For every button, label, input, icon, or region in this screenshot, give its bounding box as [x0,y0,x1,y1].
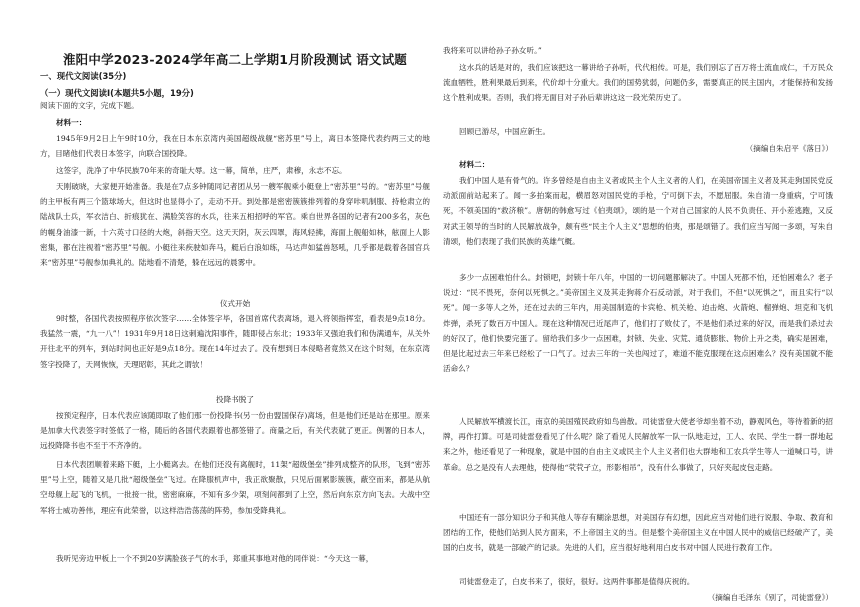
source-citation: （摘编自毛泽东《别了，司徒雷登》） [707,593,833,602]
section-heading: 一、现代文阅读(35分) [40,71,127,81]
instruction-text: 阅读下面的文字，完成下题。 [40,101,139,110]
subsection-heading: （一）现代文阅读Ⅰ(本题共5小题，19分) [40,88,194,98]
paragraph: 这签字，洗净了中华民族70年来的奇耻大辱。这一幕，简单，庄严，肃穆，永志不忘。 [56,166,347,175]
source-citation: （摘编自朱启平《落日》） [745,144,833,153]
subheading: 仪式开始 [219,299,251,308]
paragraph: 人民解放军横渡长江，南京的美国殖民政府如鸟兽散。司徒雷登大使老爷却坐着不动，静观风色，等待着新的招牌，再作打算。可是司徒雷登看见了什么呢？除了看见人民解放军一队一队地走过，工人、农民、学生一群一群地起来之外，他还看见了一种现象，就是中国的自由主义或民主个人主义者们也大群地和工农兵学生等人一道喊口号，讲革命。总之是没有人去理他，使得他“茕茕孑立，形影相吊”，没有什么事做了，只好夹起皮包走路。 [443,417,833,472]
paragraph: 我将来可以讲给孙子孙女听。” [443,46,542,55]
material-1-label: 材料一： [56,118,87,127]
paragraph: 日本代表团顺着来路下艇，上小艇离去。在他们还没有离舰时，11架“超级堡垒”排列成整齐的队形，飞到“密苏里”号上空，随着又是几批“超级堡垒”飞过。在降服机声中，我正欲聚散，只见后面累影簇簇，蔽空而来，都是从航空母舰上起飞的飞机，一批接一批，密密麻麻，不知有多少架，项刻间都到了上空，然后向东京方向飞去。大战中空军将士威功善伟，理应有此荣誉，以这样浩浩荡荡的阵势，参加受降典礼。 [40,460,430,515]
material-2-label: 材料二： [459,160,490,169]
paragraph: 9时整，各国代表按照程序依次签字……全体签字毕，各国首席代表离场，退入将领指挥室，看表是9点18分。我猛然一震，“九一八”！1931年9月18日这刺遍沈阳事件，随即侵占东北；1933年又强迫我们和伪满通车，从关外开往北平的列车，到站时间也正好是9点18分。现在14年过去了。没有想到日本侵略者竟然又在这个时刻，在东京湾签字投降了，天网恢恢，天理昭彰，其此之谓欤！ [40,314,430,369]
paragraph: 1945年9月2日上午9时10分，我在日本东京湾内美国超级战舰“密苏里”号上，离日本签降代表约两三丈的地方，目睹他们代表日本签字，向联合国投降。 [40,134,430,159]
paragraph: 这水兵的话是对的，我们应该把这一幕讲给子孙听，代代相传。可是，我们别忘了百万将士流血成仁，千万民众流血牺牲，胜利果最后到来，代价却十分重大。我们的国势犹弱，问题仍多，需要真正的民主国内，才能保持和发扬这个胜利成果。否则，我们将无面目对子孙后辈讲这这一段光荣历史了。 [443,63,833,103]
paragraph: 多少一点困难怕什么。封锁吧，封锁十年八年，中国的一切问题都解决了。中国人死都不怕，还怕困难么？老子说过：“民不畏死，奈何以死惧之。”美帝国主义及其走狗蒋介石反动派，对于我们，不但“以死惧之”，而且实行“以死”。闻一多等人之外，还在过去的三年内，用美国制造的卡宾枪、机关枪、迫击炮、火箭炮、榴弹炮、坦克和飞机炸弹，杀死了数百万中国人。现在这种情况已近尾声了，他们打了败仗了，不是他们杀过来的好汉，而是我们杀过去的好汉了，他们快要完蛋了。留给我们多少一点困难，封锁、失业、灾荒、通货膨胀、物价上升之类，确实是困难，但是比起过去三年来已经松了一口气了。过去三年的一关也闯过了，难道不能克服现在这点困难么？没有美国就不能活命么？ [443,273,833,374]
subheading: 投降书脱了 [216,395,254,404]
page-title: 淮阳中学2023-2024学年高二上学期1月阶段测试 语文试题 [62,52,408,67]
paragraph: 按预定程序，日本代表应该随即取了他们那一份投降书(另一份由盟国保存)离场，但是他们还是站在那里。原来是加拿大代表签字时签低了一格，随后的各国代表跟着也都签错了。商量之后，有关代表就了更正。例署的日本人，远投降降书也不至于不齐净的。 [40,411,430,451]
paragraph: 司徒雷登走了，白皮书来了，很好，很好。这两件事都是值得庆祝的。 [459,577,695,586]
paragraph: 我们中国人是有骨气的。许多曾经是自由主义者或民主个人主义者的人们，在美国帝国主义者及其走狗国民党反动派面前站起来了。闻一多拍案而起，横眉怒对国民党的手枪，宁可倒下去，不愿屈服。朱自清一身重病，宁可饿死，不领美国的“救济粮”。唐朝的韩愈写过《伯夷颂》，颂的是一个对自己国家的人民不负责任、开小差逃跑，又反对武王领导的当时的人民解放战争，颇有些“民主个人主义”思想的伯夷，那是颂错了。我们应当写闻一多颂，写朱自清颂，他们表现了我们民族的英雄气概。 [443,176,833,246]
paragraph: 回顾已游尽，中国应新生。 [459,127,551,136]
paragraph: 中国还有一部分知识分子和其他人等存有糊涂思想，对美国存有幻想，因此应当对他们进行说服、争取、教育和团结的工作，使他们站到人民方面来，不上帝国主义的当。但是整个美帝国主义在中国人民中的威信已经破产了，美国的白皮书，就是一部破产的记录。先进的人们，应当很好地利用白皮书对中国人民进行教育工作。 [443,513,833,553]
paragraph: 天刚破晓，大家便开始准备。我是在7点多钟随同记者团从另一艘军舰乘小艇登上“密苏里”号的。“密苏里”号舰的主甲板有两三个篮球场大，但这时也显得小了，走动不开。到处都是密密簇簇排列着的身穿咔叽制服、持枪肃立的陆战队士兵，军衣洁白、折痕犹在、满脸笑容的水兵，往来五相招呼的军官。乘自世界各国的记者有200多名，灰色的幌身油漆一新，十六英寸口径的大炮，斜指天空。这天天阴，灰云四罩，海风轻拂，海面上舰船如林，舷面上人影密集，都在注视着“密苏里”号舰。小艇往来疾驶如奔马，艇后白浪如练，马达声如猛兽怒吼，几乎都是载着各国官兵来“密苏里”号舰参加典礼的。陆地看不清楚，躲在远远的晨雾中。 [40,182,430,268]
paragraph: 我听见旁边甲板上一个不到20岁满脸孩子气的水手，郑重其事地对他的同伴说：“今天这一幕， [56,554,374,563]
